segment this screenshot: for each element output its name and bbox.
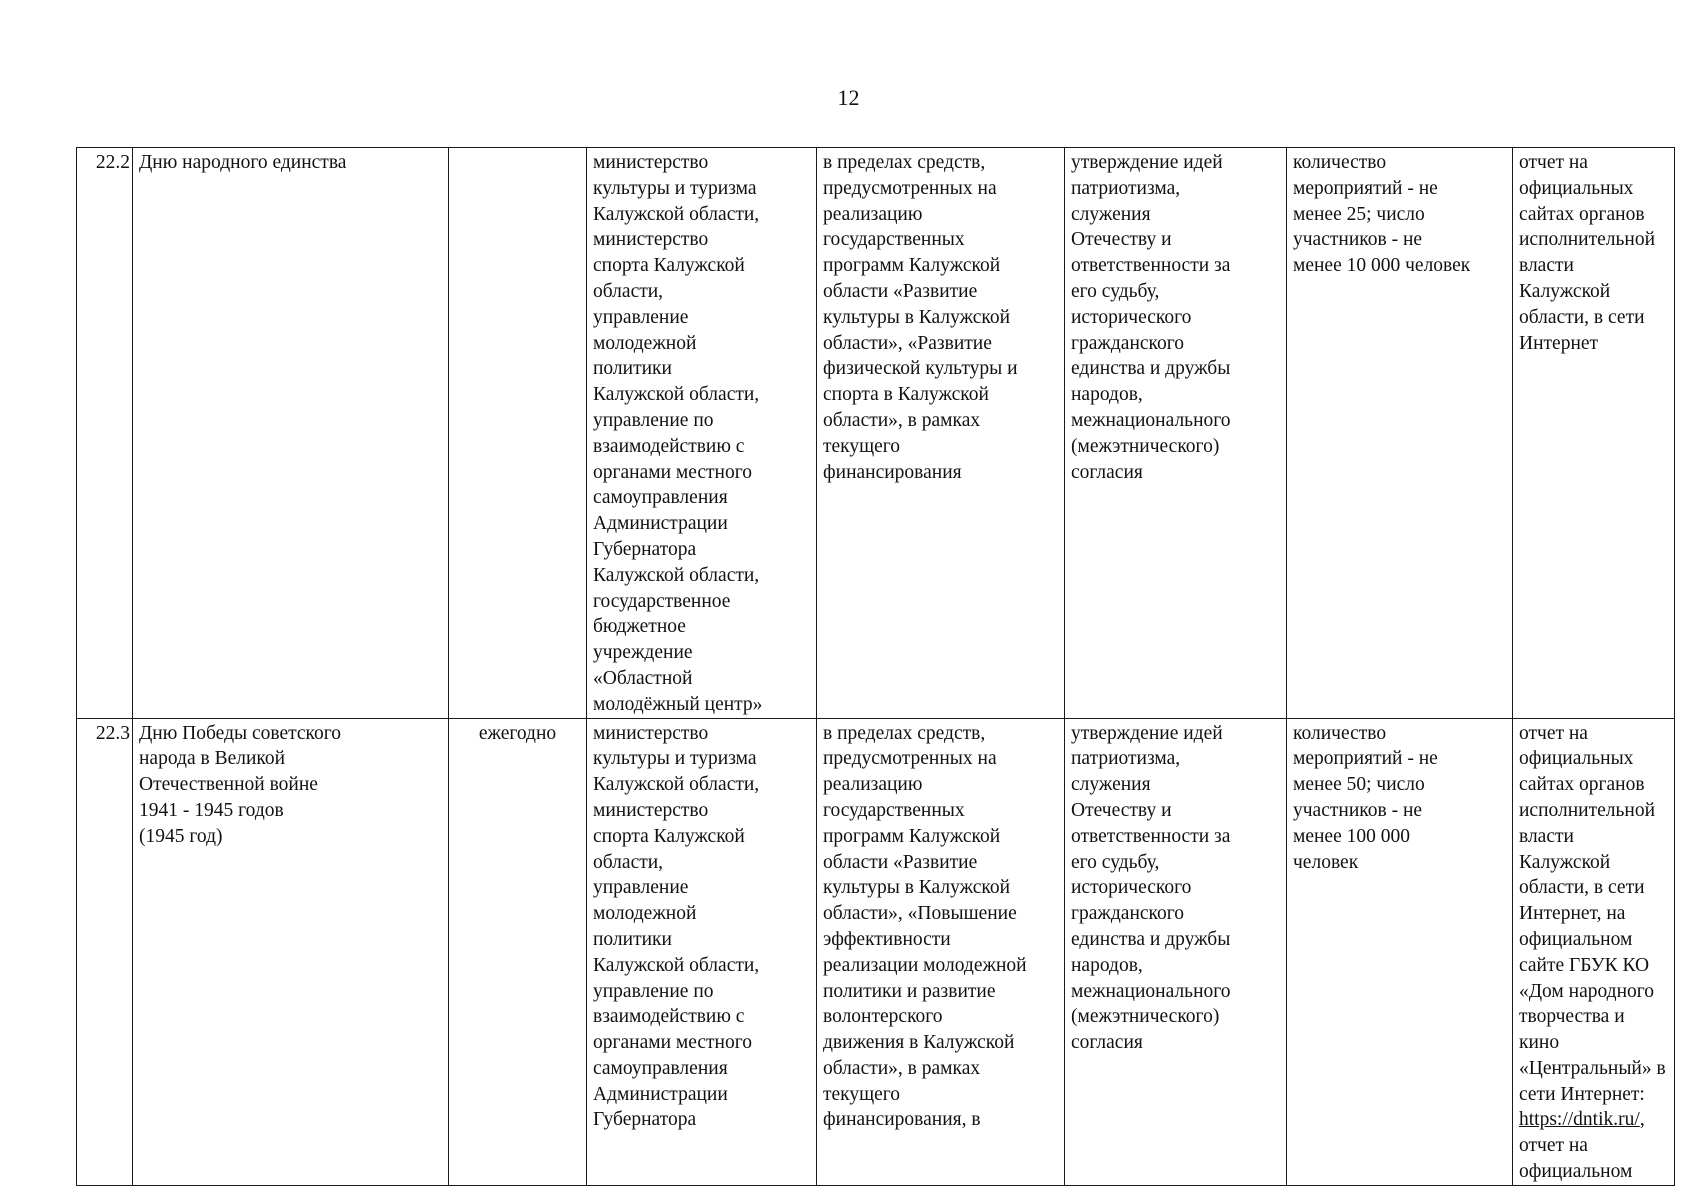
indicators-cell bbox=[1287, 148, 1513, 719]
events-table bbox=[76, 147, 1675, 1186]
reporting bbox=[1519, 721, 1668, 1185]
executors-cell bbox=[587, 718, 817, 1185]
reporting-cell bbox=[1513, 718, 1675, 1185]
financing-cell bbox=[817, 718, 1065, 1185]
result-cell bbox=[1065, 718, 1287, 1185]
executors: министерство культуры и туризма Калужской области, министерство спорта Калужской области, управление молодежной политики Калужской области, управление по взаимодействию с органами местного самоуправления Администрации Губернатора bbox=[593, 722, 760, 1131]
event-name: Дню народного единства bbox=[139, 152, 347, 173]
financing-cell bbox=[817, 148, 1065, 719]
reporting-cell bbox=[1513, 148, 1675, 719]
periodicity: ежегодно bbox=[478, 722, 557, 744]
expected-result: утверждение идей патриотизма, служения Отечеству и ответственности за его судьбу, исторического гражданского единства и дружбы народов, межнационального (межэтнического) согласия bbox=[1071, 152, 1231, 483]
dntik-link[interactable]: https://dntik.ru/ bbox=[1519, 1109, 1640, 1131]
periodicity-cell bbox=[449, 148, 587, 719]
event-cell bbox=[133, 718, 449, 1185]
financing: в пределах средств, предусмотренных на реализацию государственных программ Калужской области «Развитие культуры в Калужской области», «Развитие физической культуры и спорта в Калужской области», в рамках текущего финансирования bbox=[823, 152, 1018, 483]
event-cell bbox=[133, 148, 449, 719]
item-number: 22.2 bbox=[95, 152, 130, 173]
item-number-cell bbox=[77, 718, 133, 1185]
reporting-text-continued: , отчет на официальном bbox=[1519, 1109, 1645, 1183]
table-row bbox=[77, 718, 1675, 1185]
indicators: количество мероприятий - не менее 50; число участников - не менее 100 000 человек bbox=[1293, 722, 1438, 873]
executors-cell bbox=[587, 148, 817, 719]
page-number: 12 bbox=[837, 85, 860, 110]
periodicity-cell bbox=[449, 718, 587, 1185]
reporting: отчет на официальных сайтах органов исполнительной власти Калужской области, в сети Интернет bbox=[1519, 152, 1656, 354]
reporting-text: отчет на официальных сайтах органов исполнительной власти Калужской области, в сети Интернет, на официальном сайте ГБУК КО «Дом народного творчества и кино «Центральный» в сети Интернет: bbox=[1519, 722, 1666, 1105]
event-name: Дню Победы советского народа в Великой Отечественной войне 1941 - 1945 годов (1945 год) bbox=[139, 722, 342, 847]
financing: в пределах средств, предусмотренных на реализацию государственных программ Калужской области «Развитие культуры в Калужской области», «Повышение эффективности реализации молодежной политики и развитие волонтерского движения в Калужской области», в рамках текущего финансирования, в bbox=[823, 722, 1027, 1131]
item-number-cell bbox=[77, 148, 133, 719]
result-cell bbox=[1065, 148, 1287, 719]
item-number: 22.3 bbox=[95, 722, 130, 744]
executors: министерство культуры и туризма Калужской области, министерство спорта Калужской области, управление молодежной политики Калужской области, управление по взаимодействию с органами местного самоуправления Администрации Губернатора Калужской области, государственное бюджетное учреждение «Областной молодёжный центр» bbox=[593, 152, 763, 715]
indicators: количество мероприятий - не менее 25; число участников - не менее 10 000 человек bbox=[1293, 152, 1471, 277]
indicators-cell bbox=[1287, 718, 1513, 1185]
table-row bbox=[77, 148, 1675, 719]
expected-result: утверждение идей патриотизма, служения Отечеству и ответственности за его судьбу, исторического гражданского единства и дружбы народов, межнационального (межэтнического) согласия bbox=[1071, 722, 1231, 1054]
